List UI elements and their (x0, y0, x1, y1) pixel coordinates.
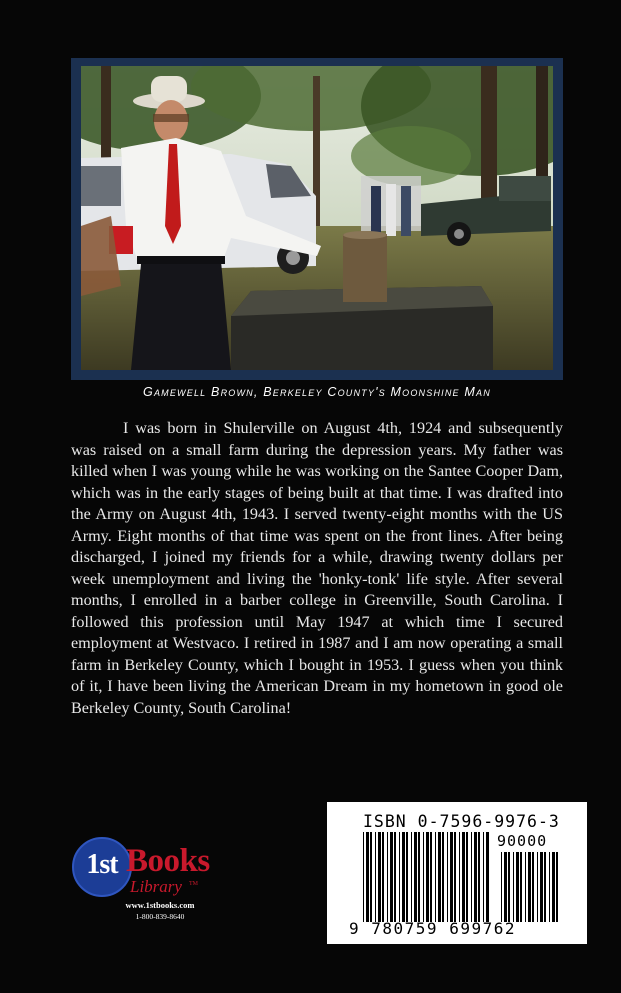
logo-books-text: Books (126, 843, 210, 879)
cover-photo-frame (71, 58, 563, 380)
publisher-phone: 1-800-839-8640 (135, 912, 185, 921)
price-code: 90000 (497, 832, 548, 850)
isbn-label: ISBN 0-7596-9976-3 (363, 812, 560, 831)
barcode-digits: 9 780759 699762 (349, 919, 516, 938)
barcode-panel (327, 802, 587, 944)
photo-caption: Gamewell Brown, Berkeley County's Moonshine Man (143, 385, 491, 399)
publisher-logo (70, 833, 230, 933)
cover-photo (81, 66, 553, 370)
author-bio: I was born in Shulerville on August 4th, 1924 and subsequently was raised on a small farm during the depression years. My father was killed when I was young while he was working on the Santee Cooper Dam, which was in the early stages of being built at that time. I was drafted into the Army on August 4th, 1943. I served twenty-eight months with the US Army. Eight months of that time was spent on the front lines. After being discharged, I joined my friends for a while, drawing twenty dollars per week unemployment and living the 'honky-tonk' life style. After several months, I enrolled in a barber college in Greenville, South Carolina. I followed this profession until May 1947 at which time I secured employment at Westvaco. I retired in 1987 and I am now operating a small farm in Berkeley County, which I bought in 1953. I guess when you think of it, I have been living the American Dream in my hometown in good ole Berkeley County, South Carolina! (71, 419, 563, 717)
publisher-url: www.1stbooks.com (125, 900, 195, 910)
logo-library-text: Library (130, 877, 182, 896)
logo-trademark: TM (189, 881, 198, 887)
logo-1st-text: 1st (86, 849, 118, 880)
ean-barcode-bars (363, 832, 489, 922)
addon-barcode-bars (501, 852, 558, 922)
